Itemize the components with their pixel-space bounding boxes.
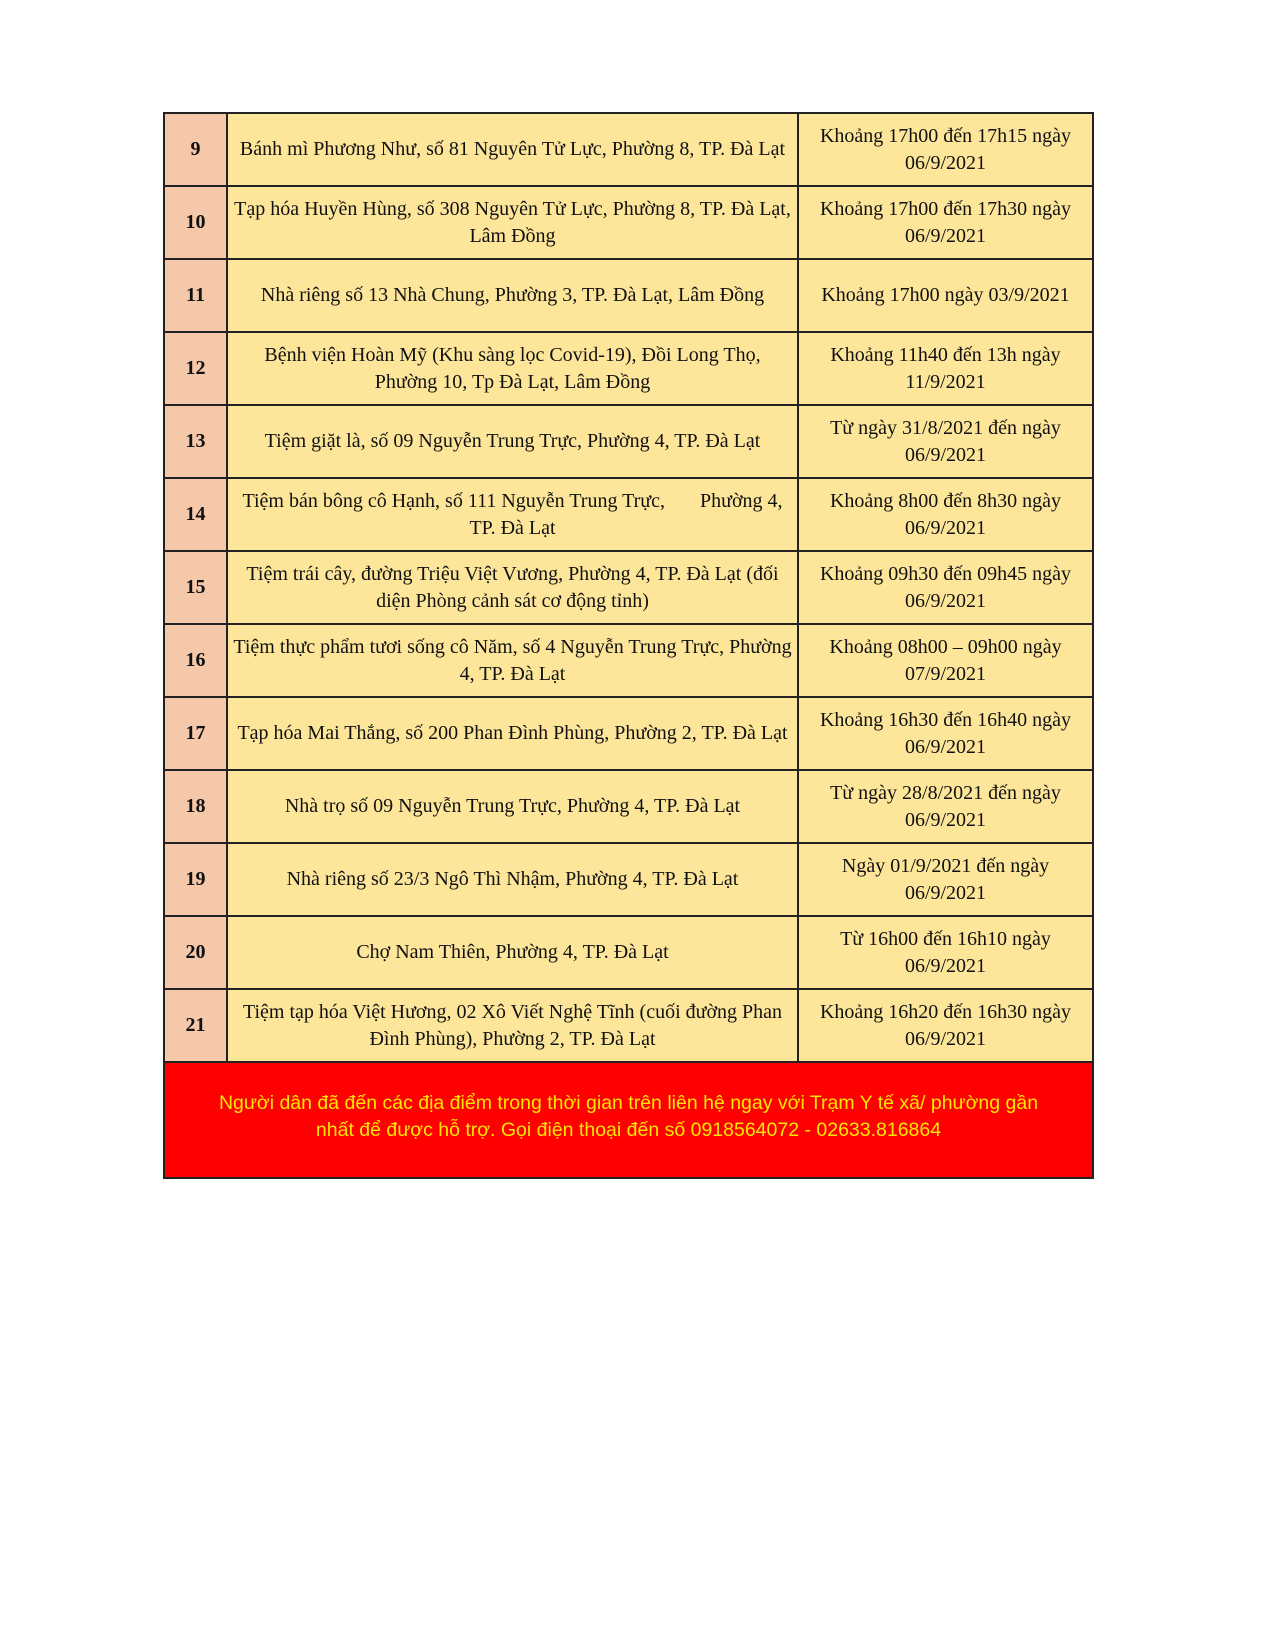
row-number: 11 (164, 259, 227, 332)
table-row (164, 332, 1093, 405)
row-number: 17 (164, 697, 227, 770)
location-cell: Tiệm trái cây, đường Triệu Việt Vương, Phường 4, TP. Đà Lạt (đối diện Phòng cảnh sát cơ động tỉnh) (227, 551, 798, 624)
time-cell: Khoảng 11h40 đến 13h ngày 11/9/2021 (798, 332, 1093, 405)
contact-notice: Người dân đã đến các địa điểm trong thời gian trên liên hệ ngay với Trạm Y tế xã/ phường gần nhất để được hỗ trợ. Gọi điện thoại đến số 0918564072 - 02633.816864 (164, 1062, 1093, 1178)
row-number: 21 (164, 989, 227, 1062)
location-cell: Bánh mì Phương Như, số 81 Nguyên Tử Lực, Phường 8, TP. Đà Lạt (227, 113, 798, 186)
table-row (164, 624, 1093, 697)
exposure-locations-table (163, 112, 1094, 1179)
row-number: 14 (164, 478, 227, 551)
row-number: 18 (164, 770, 227, 843)
row-number: 19 (164, 843, 227, 916)
time-cell: Khoảng 16h20 đến 16h30 ngày 06/9/2021 (798, 989, 1093, 1062)
table-row (164, 113, 1093, 186)
time-cell: Khoảng 09h30 đến 09h45 ngày 06/9/2021 (798, 551, 1093, 624)
location-cell: Bệnh viện Hoàn Mỹ (Khu sàng lọc Covid-19), Đồi Long Thọ, Phường 10, Tp Đà Lạt, Lâm Đồng (227, 332, 798, 405)
time-cell: Từ 16h00 đến 16h10 ngày 06/9/2021 (798, 916, 1093, 989)
table-row (164, 843, 1093, 916)
table-row (164, 478, 1093, 551)
row-number: 12 (164, 332, 227, 405)
table-row (164, 186, 1093, 259)
table-row (164, 770, 1093, 843)
location-cell: Tiệm giặt là, số 09 Nguyễn Trung Trực, Phường 4, TP. Đà Lạt (227, 405, 798, 478)
time-cell: Ngày 01/9/2021 đến ngày 06/9/2021 (798, 843, 1093, 916)
time-cell: Từ ngày 28/8/2021 đến ngày 06/9/2021 (798, 770, 1093, 843)
time-cell: Khoảng 16h30 đến 16h40 ngày 06/9/2021 (798, 697, 1093, 770)
table-row (164, 697, 1093, 770)
time-cell: Từ ngày 31/8/2021 đến ngày 06/9/2021 (798, 405, 1093, 478)
location-cell: Nhà trọ số 09 Nguyễn Trung Trực, Phường 4, TP. Đà Lạt (227, 770, 798, 843)
row-number: 15 (164, 551, 227, 624)
location-cell: Tạp hóa Huyền Hùng, số 308 Nguyên Tử Lực, Phường 8, TP. Đà Lạt, Lâm Đồng (227, 186, 798, 259)
table-row (164, 259, 1093, 332)
time-cell: Khoảng 17h00 đến 17h30 ngày 06/9/2021 (798, 186, 1093, 259)
location-cell: Tiệm bán bông cô Hạnh, số 111 Nguyễn Trung Trực, Phường 4, TP. Đà Lạt (227, 478, 798, 551)
location-cell: Chợ Nam Thiên, Phường 4, TP. Đà Lạt (227, 916, 798, 989)
table-row (164, 405, 1093, 478)
time-cell: Khoảng 17h00 ngày 03/9/2021 (798, 259, 1093, 332)
table-row (164, 551, 1093, 624)
location-cell: Tiệm tạp hóa Việt Hương, 02 Xô Viết Nghệ Tĩnh (cuối đường Phan Đình Phùng), Phường 2, TP. Đà Lạt (227, 989, 798, 1062)
location-cell: Nhà riêng số 23/3 Ngô Thì Nhậm, Phường 4, TP. Đà Lạt (227, 843, 798, 916)
row-number: 20 (164, 916, 227, 989)
row-number: 13 (164, 405, 227, 478)
row-number: 16 (164, 624, 227, 697)
table-row (164, 916, 1093, 989)
row-number: 9 (164, 113, 227, 186)
location-cell: Tiệm thực phẩm tươi sống cô Năm, số 4 Nguyễn Trung Trực, Phường 4, TP. Đà Lạt (227, 624, 798, 697)
time-cell: Khoảng 08h00 – 09h00 ngày 07/9/2021 (798, 624, 1093, 697)
time-cell: Khoảng 17h00 đến 17h15 ngày 06/9/2021 (798, 113, 1093, 186)
location-cell: Nhà riêng số 13 Nhà Chung, Phường 3, TP. Đà Lạt, Lâm Đồng (227, 259, 798, 332)
row-number: 10 (164, 186, 227, 259)
table-row (164, 989, 1093, 1062)
notice-row (164, 1062, 1093, 1178)
location-cell: Tạp hóa Mai Thắng, số 200 Phan Đình Phùng, Phường 2, TP. Đà Lạt (227, 697, 798, 770)
time-cell: Khoảng 8h00 đến 8h30 ngày 06/9/2021 (798, 478, 1093, 551)
